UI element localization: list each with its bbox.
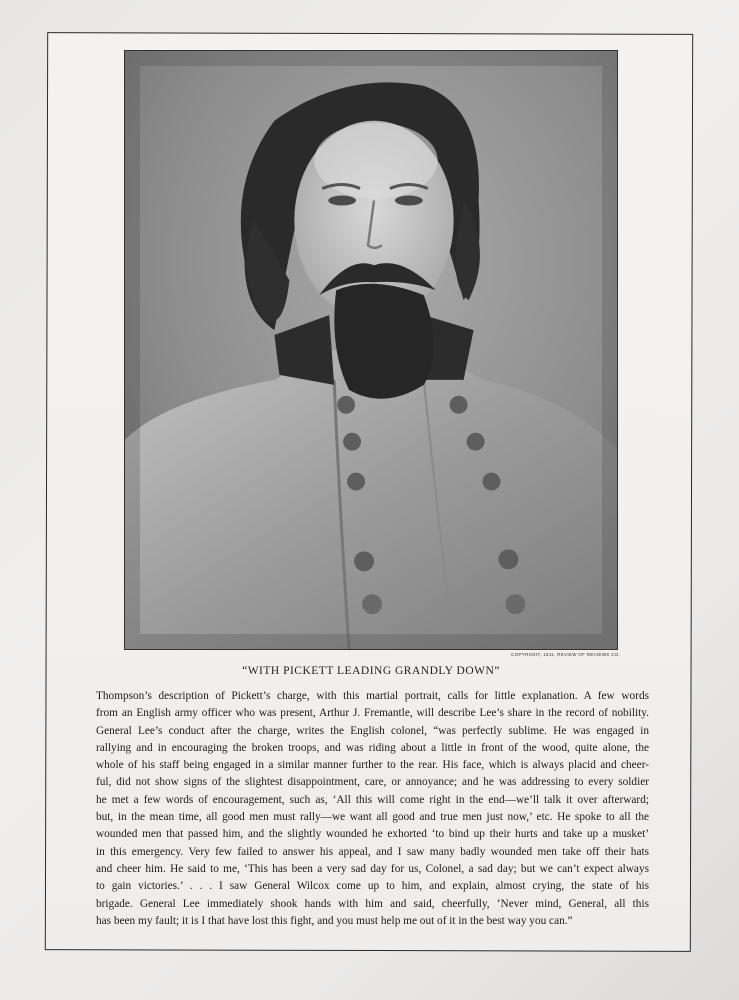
body-line: from an English army officer who was present, Arthur J. Fremantle, will describe Lee’s share in the record of nobility. bbox=[96, 707, 649, 720]
portrait-photo bbox=[124, 50, 618, 650]
body-line: he met a few words of encouragement, such as, ‘All this will come right in the end—we’ll talk it over afterward; bbox=[96, 793, 649, 806]
body-line: ful, did not show signs of the slightest disappointment, care, or annoyance; and he was addressing to every soldier bbox=[96, 776, 649, 789]
portrait-image bbox=[125, 51, 617, 649]
body-line: and cheer him. He said to me, ‘This has been a very sad day for us, Colonel, a sad day; but we can’t expect always bbox=[96, 862, 649, 875]
body-line: whole of his staff being engaged in a similar manner further to the rear. His face, which is always placid and cheer- bbox=[96, 759, 649, 772]
portrait-caption: “WITH PICKETT LEADING GRANDLY DOWN” bbox=[242, 665, 500, 677]
body-line: rallying and in encouraging the broken troops, and was riding about a little in front of the wood, quite alone, the bbox=[96, 741, 649, 754]
body-line: wounded men that passed him, and the slightly wounded he exhorted ‘to bind up their hurts and take up a musket’ bbox=[96, 828, 649, 841]
body-line: in this emergency. Very few failed to answer his appeal, and I saw many badly wounded men take off their hats bbox=[96, 845, 649, 858]
body-line: to gain victories.’ . . . I saw General Wilcox come up to him, and explain, almost crying, the state of his bbox=[96, 880, 649, 893]
photo-copyright: COPYRIGHT, 1911, REVIEW OF REVIEWS CO. bbox=[511, 652, 620, 657]
body-line: but, in the mean time, all good men must rally—we want all good and true men just now,’ etc. He spoke to all the bbox=[96, 811, 649, 824]
body-line: brigade. General Lee immediately shook hands with him and said, cheerfully, ‘Never mind, General, all this bbox=[96, 897, 649, 910]
body-paragraph bbox=[96, 688, 649, 930]
body-line: has been my fault; it is I that have lost this fight, and you must help me out of it in the best way you can.” bbox=[96, 914, 573, 927]
body-line: Thompson’s description of Pickett’s charge, with this martial portrait, calls for little explanation. A few words bbox=[96, 690, 649, 702]
body-line: General Lee’s conduct after the charge, writes the English colonel, “was perfectly sublime. He was engaged in bbox=[96, 724, 649, 737]
